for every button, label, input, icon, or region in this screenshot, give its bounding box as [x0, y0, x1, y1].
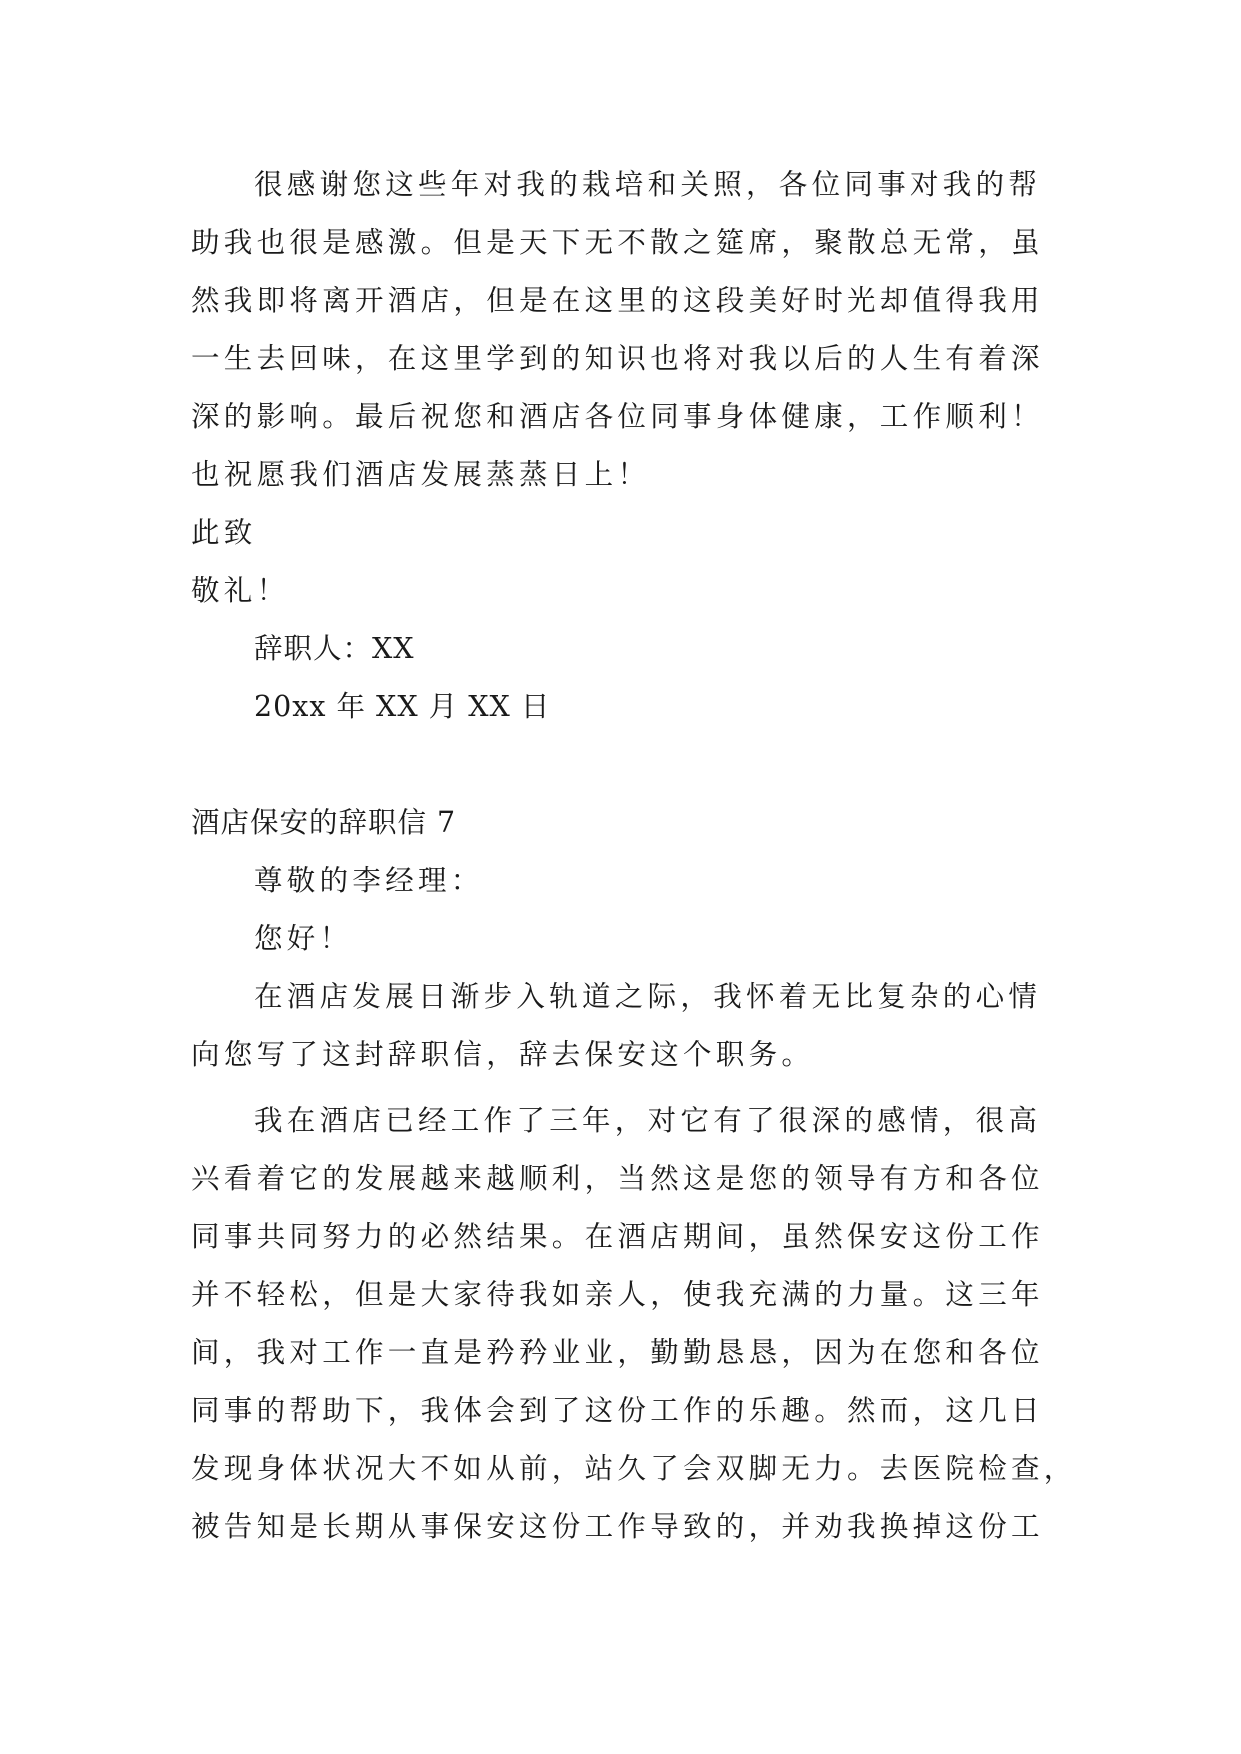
- paragraph-line: 深的影响。最后祝您和酒店各位同事身体健康，工作顺利！: [191, 400, 1044, 433]
- paragraph-line: 兴看着它的发展越来越顺利，当然这是您的领导有方和各位: [191, 1162, 1044, 1195]
- paragraph-line: 很感谢您这些年对我的栽培和关照，各位同事对我的帮: [254, 168, 1042, 201]
- closing-line: 此致: [191, 516, 257, 549]
- paragraph-line: 也祝愿我们酒店发展蒸蒸日上！: [191, 458, 651, 491]
- paragraph-line: 我在酒店已经工作了三年，对它有了很深的感情，很高: [254, 1104, 1042, 1137]
- paragraph-line: 然我即将离开酒店，但是在这里的这段美好时光却值得我用: [191, 284, 1044, 317]
- closing-line: 敬礼！: [191, 574, 290, 607]
- salutation: 尊敬的李经理：: [254, 864, 484, 897]
- greeting: 您好！: [254, 922, 353, 955]
- paragraph-line: 助我也很是感激。但是天下无不散之筵席，聚散总无常，虽: [191, 226, 1044, 259]
- paragraph-line: 向您写了这封辞职信，辞去保安这个职务。: [191, 1038, 815, 1071]
- paragraph-line: 间，我对工作一直是矜矜业业，勤勤恳恳，因为在您和各位: [191, 1336, 1044, 1369]
- date-line: 20xx 年 XX 月 XX 日: [254, 690, 551, 723]
- paragraph-line: 被告知是长期从事保安这份工作导致的，并劝我换掉这份工: [191, 1510, 1044, 1543]
- paragraph-line: 同事的帮助下，我体会到了这份工作的乐趣。然而，这几日: [191, 1394, 1044, 1427]
- paragraph-line: 一生去回味，在这里学到的知识也将对我以后的人生有着深: [191, 342, 1044, 375]
- signature-line: 辞职人：XX: [254, 632, 415, 665]
- paragraph-line: 并不轻松，但是大家待我如亲人，使我充满的力量。这三年: [191, 1278, 1044, 1311]
- paragraph-line: 发现身体状况大不如从前，站久了会双脚无力。去医院检查，: [191, 1452, 1077, 1485]
- section-title: 酒店保安的辞职信 7: [191, 806, 457, 839]
- paragraph-line: 在酒店发展日渐步入轨道之际，我怀着无比复杂的心情: [254, 980, 1042, 1013]
- paragraph-line: 同事共同努力的必然结果。在酒店期间，虽然保安这份工作: [191, 1220, 1044, 1253]
